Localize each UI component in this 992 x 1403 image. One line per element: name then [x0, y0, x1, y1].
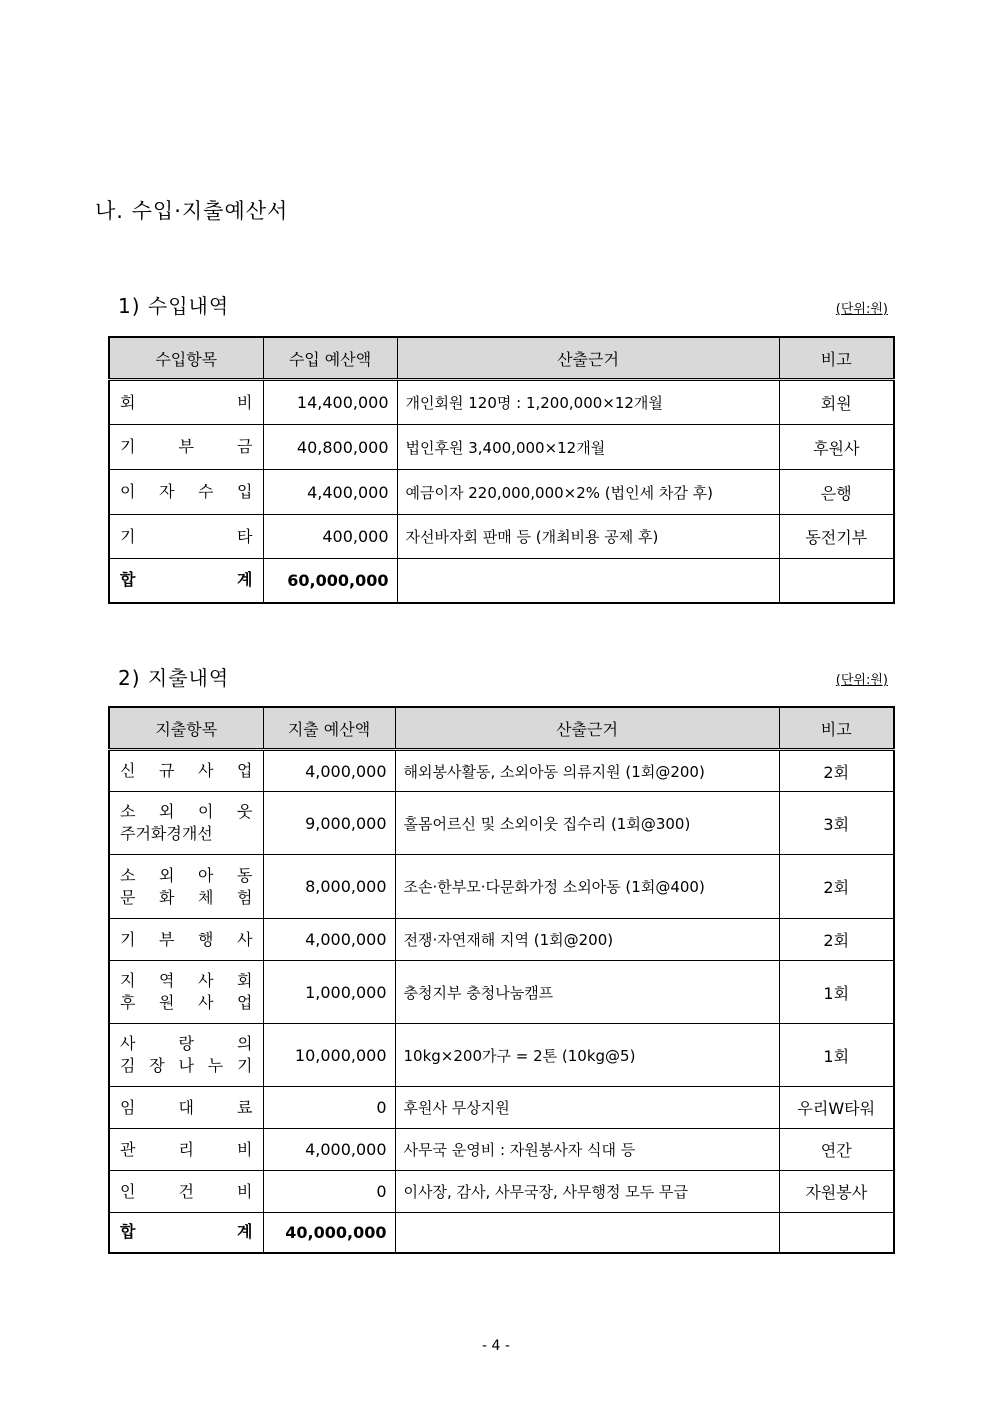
income-item-cell: [109, 470, 263, 515]
expense-basis-cell: 후원사 무상지원: [395, 1087, 779, 1129]
expense-item-cell: [109, 1087, 263, 1129]
expense-total-amount: 40,000,000: [263, 1213, 395, 1253]
expense-item-label: 소 외 아 동: [120, 865, 253, 885]
expense-item-cell: [109, 792, 263, 855]
income-title: 1) 수입내역: [118, 294, 230, 318]
expense-amount-cell: 4,000,000: [263, 750, 395, 792]
expense-row: [109, 961, 894, 1024]
income-basis-cell: 법인후원 3,400,000×12개월: [397, 425, 779, 470]
income-amount-cell: 4,400,000: [263, 470, 397, 515]
expense-item-label: 김 장 나 누 기: [120, 1056, 253, 1075]
income-amount-cell: 40,800,000: [263, 425, 397, 470]
income-total-text: 합 계: [120, 570, 253, 590]
income-table: [108, 336, 895, 604]
expense-item-label: 인 건 비: [120, 1181, 253, 1201]
expense-item-label: 지 역 사 회: [120, 971, 253, 990]
expense-amount-cell: 4,000,000: [263, 1129, 395, 1171]
expense-header-note: 비고: [779, 707, 894, 750]
expense-item-cell: [109, 1129, 263, 1171]
expense-note-cell: 자원봉사: [779, 1171, 894, 1213]
income-item-cell: [109, 380, 263, 425]
expense-amount-cell: 0: [263, 1087, 395, 1129]
expense-total-basis: [395, 1213, 779, 1253]
expense-title: 2) 지출내역: [118, 666, 230, 690]
expense-note-cell: 1회: [779, 961, 894, 1024]
expense-item-label: 후 원 사 업: [120, 993, 253, 1012]
income-row: [109, 470, 894, 515]
expense-row: [109, 1171, 894, 1213]
expense-amount-cell: 10,000,000: [263, 1024, 395, 1087]
income-header-note: 비고: [779, 337, 894, 380]
income-item-cell: [109, 515, 263, 559]
expense-row: [109, 1024, 894, 1087]
income-item-label: 기 타: [120, 526, 253, 546]
expense-row: [109, 750, 894, 792]
income-basis-cell: 개인회원 120명 : 1,200,000×12개월: [397, 380, 779, 425]
page-number: - 4 -: [482, 1338, 510, 1354]
expense-note-cell: 1회: [779, 1024, 894, 1087]
expense-item-label: 신 규 사 업: [120, 761, 253, 780]
expense-basis-cell: 홀몸어르신 및 소외이웃 집수리 (1회@300): [395, 792, 779, 855]
expense-note-cell: 연간: [779, 1129, 894, 1171]
expense-row: [109, 855, 894, 919]
income-row: [109, 380, 894, 425]
expense-item-cell: [109, 750, 263, 792]
income-total-basis: [397, 559, 779, 603]
expense-row: [109, 1087, 894, 1129]
income-header-basis: 산출근거: [397, 337, 779, 380]
income-total-row: [109, 559, 894, 603]
expense-note-cell: 우리W타워: [779, 1087, 894, 1129]
section-heading: 나. 수입·지출예산서: [95, 199, 289, 223]
expense-basis-cell: 사무국 운영비 : 자원봉사자 식대 등: [395, 1129, 779, 1171]
income-total-label: [109, 559, 263, 603]
income-item-cell: [109, 425, 263, 470]
expense-item-label: 문 화 체 험: [120, 887, 253, 907]
income-note-cell: 동전기부: [779, 515, 894, 559]
expense-basis-cell: 충청지부 충청나눔캠프: [395, 961, 779, 1024]
expense-item-label: 주거화경개선: [120, 824, 213, 843]
expense-note-cell: 2회: [779, 750, 894, 792]
expense-item-cell: [109, 855, 263, 919]
income-total-amount: 60,000,000: [263, 559, 397, 603]
expense-total-label: [109, 1213, 263, 1253]
income-basis-cell: 자선바자회 판매 등 (개최비용 공제 후): [397, 515, 779, 559]
expense-amount-cell: 0: [263, 1171, 395, 1213]
expense-note-cell: 2회: [779, 919, 894, 961]
income-row: [109, 425, 894, 470]
expense-header-amount: 지출 예산액: [263, 707, 395, 750]
income-note-cell: 회원: [779, 380, 894, 425]
income-note-cell: 후원사: [779, 425, 894, 470]
expense-row: [109, 919, 894, 961]
income-row: [109, 515, 894, 559]
expense-row: [109, 1129, 894, 1171]
expense-item-cell: [109, 1171, 263, 1213]
expense-item-label: 기 부 행 사: [120, 929, 253, 949]
expense-total-text: 합 계: [120, 1222, 253, 1242]
expense-basis-cell: 10kg×200가구 = 2톤 (10kg@5): [395, 1024, 779, 1087]
income-basis-cell: 예금이자 220,000,000×2% (법인세 차감 후): [397, 470, 779, 515]
expense-item-label: 임 대 료: [120, 1097, 253, 1117]
income-header-item: 수입항목: [109, 337, 263, 380]
expense-amount-cell: 9,000,000: [263, 792, 395, 855]
income-total-note: [779, 559, 894, 603]
income-header-amount: 수입 예산액: [263, 337, 397, 380]
expense-basis-cell: 이사장, 감사, 사무국장, 사무행정 모두 무급: [395, 1171, 779, 1213]
expense-note-cell: 2회: [779, 855, 894, 919]
income-unit: (단위:원): [835, 302, 888, 317]
expense-basis-cell: 해외봉사활동, 소외아동 의류지원 (1회@200): [395, 750, 779, 792]
expense-note-cell: 3회: [779, 792, 894, 855]
expense-unit: (단위:원): [835, 673, 888, 688]
expense-header-basis: 산출근거: [395, 707, 779, 750]
expense-header-row: [109, 707, 894, 750]
expense-amount-cell: 1,000,000: [263, 961, 395, 1024]
income-item-label: 회 비: [120, 392, 253, 412]
expense-row: [109, 792, 894, 855]
income-amount-cell: 14,400,000: [263, 380, 397, 425]
expense-header-item: 지출항목: [109, 707, 263, 750]
expense-basis-cell: 조손·한부모·다문화가정 소외아동 (1회@400): [395, 855, 779, 919]
expense-item-label: 소 외 이 웃: [120, 802, 253, 821]
expense-table: [108, 706, 895, 1254]
expense-total-row: [109, 1213, 894, 1253]
expense-item-label: 사 랑 의: [120, 1034, 253, 1053]
expense-total-note: [779, 1213, 894, 1253]
income-header-row: [109, 337, 894, 380]
income-item-label: 이 자 수 입: [120, 482, 253, 501]
income-amount-cell: 400,000: [263, 515, 397, 559]
expense-basis-cell: 전쟁·자연재해 지역 (1회@200): [395, 919, 779, 961]
income-note-cell: 은행: [779, 470, 894, 515]
expense-item-cell: [109, 961, 263, 1024]
income-item-label: 기 부 금: [120, 437, 253, 456]
expense-item-cell: [109, 919, 263, 961]
expense-item-label: 관 리 비: [120, 1139, 253, 1159]
expense-amount-cell: 8,000,000: [263, 855, 395, 919]
expense-amount-cell: 4,000,000: [263, 919, 395, 961]
expense-item-cell: [109, 1024, 263, 1087]
